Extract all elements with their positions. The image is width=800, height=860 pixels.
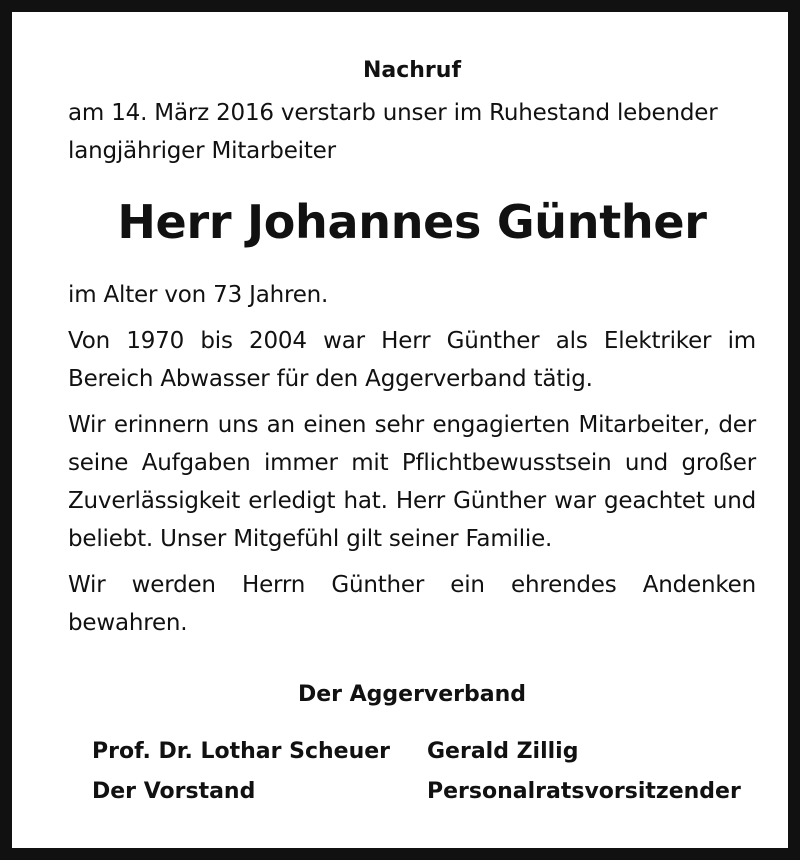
signatory-role: Personalratsvorsitzender bbox=[426, 779, 741, 804]
remembrance-text: Wir erinnern uns an einen sehr engagierten Mitarbeiter, der seine Aufgaben immer mit Pflichtbewusstsein und großer Zuverlässigkeit erledigt hat. Herr Günther war geachtet und beliebt. Unser Mitgefühl gilt seiner Familie. bbox=[68, 412, 756, 552]
signatory-role: Der Vorstand bbox=[92, 779, 256, 804]
signatory-2 bbox=[427, 732, 756, 812]
obituary-heading: Nachruf bbox=[362, 58, 462, 83]
closing-text: Wir werden Herrn Günther ein ehrendes Andenken bewahren. bbox=[68, 572, 756, 636]
age-text: im Alter von 73 Jahren. bbox=[68, 282, 329, 308]
signatory-name: Prof. Dr. Lothar Scheuer bbox=[92, 739, 391, 764]
intro-text: am 14. März 2016 verstarb unser im Ruhestand lebender langjähriger Mitarbeiter bbox=[68, 100, 718, 164]
organization-name: Der Aggerverband bbox=[297, 682, 527, 707]
deceased-name: Herr Johannes Günther bbox=[117, 195, 707, 249]
signatory-1 bbox=[92, 732, 427, 812]
obituary-content bbox=[68, 56, 756, 812]
signatory-name: Gerald Zillig bbox=[426, 739, 579, 764]
signature-block bbox=[68, 732, 756, 812]
career-text: Von 1970 bis 2004 war Herr Günther als Elektriker im Bereich Abwasser für den Aggerverband tätig. bbox=[68, 328, 756, 392]
